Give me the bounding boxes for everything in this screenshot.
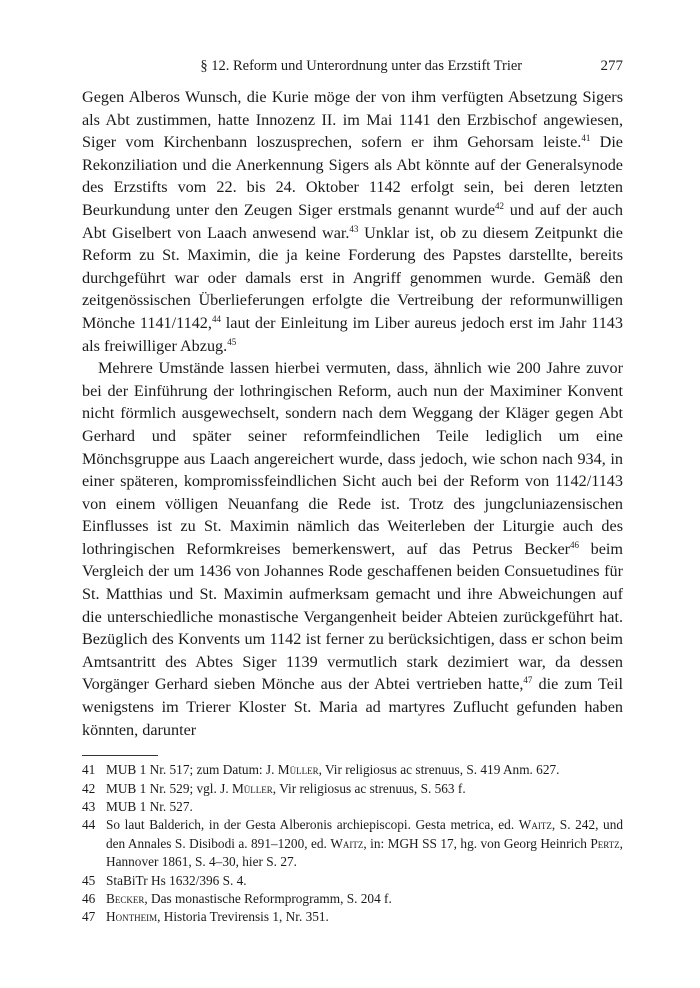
author-name: Müller [231, 780, 273, 796]
text-run: MUB 1 Nr. 527. [106, 799, 193, 815]
text-run: beim Vergleich der um 1436 von Johannes Rode geschaffenen beiden Consuetudines für St. Matthias und St. Maximin aufmerksam gemacht und ihre Abweichungen auf die unterschiedliche monastische Vergangenheit beider Abteien zurückgeführt hat. Bezüglich des Konvents um 1142 ist ferner zu berücksichtigen, dass er schon beim Amtsantritt des Abtes Siger 1139 vermutlich stark dezimiert war, da dessen Vorgänger Gerhard sieben Mönche aus der Abtei vertrieben hatte, [82, 539, 623, 694]
author-name: Waitz [518, 817, 552, 833]
footnote-text [106, 798, 623, 816]
body-text [82, 86, 623, 741]
footnote-marker: 45 [227, 336, 237, 347]
text-run: So laut Balderich, in der Gesta Alberonis archiepiscopi. Gesta metrica, ed. [106, 817, 519, 833]
text-run: , Vir religiosus ac strenuus, S. 563 f. [272, 780, 466, 796]
footnote-text [106, 816, 623, 871]
footnote-number: 45 [82, 872, 96, 888]
footnote [82, 780, 623, 798]
author-name: Hontheim [106, 909, 158, 925]
text-run: die zum Teil wenigstens im Trierer Kloster St. Maria ad martyres Zuflucht gefunden haben könnten, darunter [82, 675, 623, 739]
footnote-marker: 46 [570, 539, 580, 550]
footnote-number: 42 [82, 780, 96, 796]
footnote-marker: 43 [349, 223, 359, 234]
page-number: 277 [600, 58, 623, 74]
footnote [82, 872, 623, 890]
text-run: Gegen Alberos Wunsch, die Kurie möge der von ihm verfügten Absetzung Sigers als Abt zustimmen, hatte Innozenz II. im Mai 1141 den Erzbischof angewiesen, Siger vom Kirchenbann loszusprechen, sofern er ihm Gehorsam leiste. [82, 88, 623, 152]
text-run: Die Rekonziliation und die Anerkennung Sigers als Abt könnte auf der Generalsynode des Erzstifts vom 22. bis 24. Oktober 1142 erfolgt sein, bei deren letzten Beurkundung unter den Zeugen Siger erstmals genannt wurde [82, 133, 623, 219]
footnote-number: 47 [82, 909, 96, 925]
text-run: Mehrere Umstände lassen hierbei vermuten, dass, ähnlich wie 200 Jahre zuvor bei der Einführung der lothringischen Reform, auch nun der Maximiner Konvent nicht förmlich ausgewechselt, sondern nach dem Weggang der Kläger gegen Abt Gerhard und später seiner reformfeindlichen Teile lediglich um eine Mönchsgruppe aus Laach angereichert wurde, dass jedoch, wie schon nach 934, in einer späteren, kompromissfeindlichen Sicht auch bei der Reform von 1142/1143 von einem völligen Neuanfang die Rede ist. Trotz des jungcluniazensischen Einflusses ist zu St. Maximin nämlich das Weiterleben der Liturgie auch des lothringischen Reformkreises bemerkenswert, auf das Petrus Becker [82, 359, 623, 558]
paragraph [82, 86, 623, 357]
text-run: und auf der auch Abt Giselbert von Laach anwesend war. [82, 200, 623, 242]
text-run: MUB 1 Nr. 517; zum Datum: J. [106, 762, 278, 778]
footnote [82, 890, 623, 908]
text-run: , Hannover 1861, S. 4–30, hier S. 27. [106, 835, 623, 870]
footnote-divider [82, 755, 158, 756]
author-name: Waitz [330, 835, 364, 851]
running-title: § 12. Reform und Unterordnung unter das Erzstift Trier [200, 58, 523, 74]
text-run: , Vir religiosus ac strenuus, S. 419 Anm. 627. [318, 762, 560, 778]
footnote-marker: 42 [495, 200, 505, 211]
footnote-marker: 47 [523, 675, 533, 686]
text-run: , S. 242, und den Annales S. Disibodi a. 891–1200, ed. [106, 817, 623, 851]
footnote-number: 41 [82, 762, 96, 778]
text-run: , in: MGH SS 17, hg. von Georg Heinrich [363, 835, 591, 851]
footnote [82, 761, 623, 779]
author-name: Becker [106, 891, 145, 907]
footnote [82, 816, 623, 871]
footnote-marker: 44 [211, 313, 221, 324]
footnote [82, 798, 623, 816]
footnote-number: 43 [82, 799, 96, 815]
footnote-text [106, 761, 623, 779]
footnote [82, 908, 623, 926]
footnote-text [106, 780, 623, 798]
text-run: , Das monastische Reformprogramm, S. 204 f. [144, 891, 392, 907]
text-run: Unklar ist, ob zu diesem Zeitpunkt die Reform zu St. Maximin, die ja keine Forderung des Papstes darstellte, bereits durchgeführt war oder damals erst in Angriff genommen wurde. Gemäß den zeitgenössischen Überlieferungen erfolgte die Vertreibung der reformunwilligen Mönche 1141/1142, [82, 223, 623, 332]
book-page [82, 58, 623, 927]
text-run: StaBiTr Hs 1632/396 S. 4. [106, 872, 247, 888]
author-name: Pertz [590, 835, 620, 851]
text-run: MUB 1 Nr. 529; vgl. J. [106, 780, 232, 796]
paragraph [82, 357, 623, 741]
footnote-number: 46 [82, 891, 96, 907]
footnote-number: 44 [82, 817, 96, 833]
footnote-marker: 41 [581, 133, 591, 144]
footnote-text [106, 890, 623, 908]
author-name: Müller [277, 762, 319, 778]
running-head [82, 58, 623, 80]
footnote-text [106, 872, 623, 890]
text-run: laut der Einleitung im Liber aureus jedoch erst im Jahr 1143 als freiwilliger Abzug. [82, 313, 623, 355]
footnote-text [106, 908, 623, 926]
text-run: , Historia Trevirensis 1, Nr. 351. [157, 909, 329, 925]
footnotes [82, 761, 623, 927]
